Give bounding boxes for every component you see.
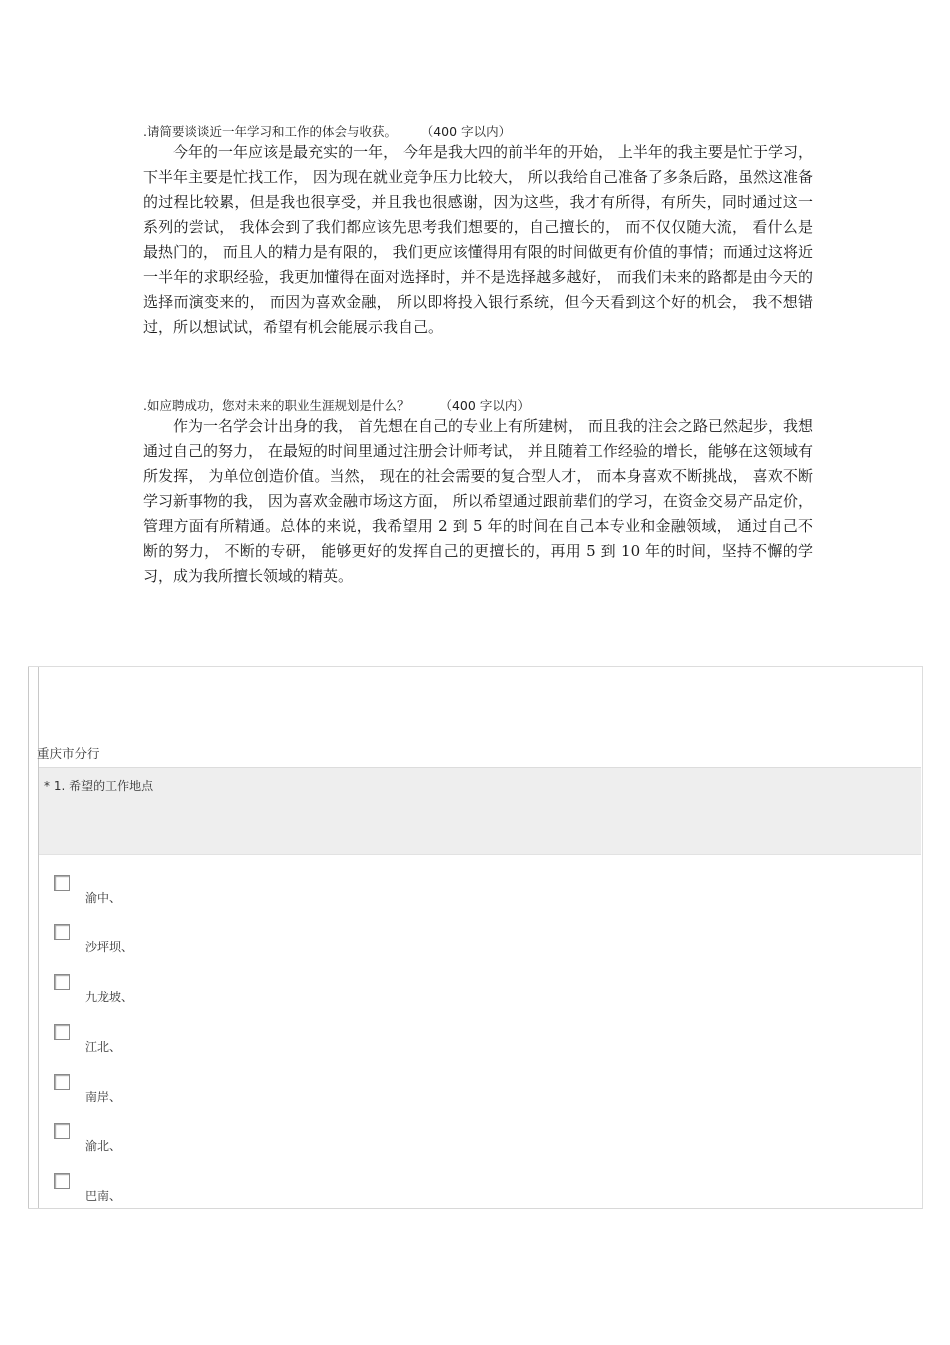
option-label: 渝北、 <box>85 1139 122 1153</box>
option-label: 渝中、 <box>85 891 122 905</box>
option-nanan[interactable] <box>54 1074 354 1104</box>
question-2-text: .如应聘成功，您对未来的职业生涯规划是什么？ <box>143 398 410 413</box>
option-label: 九龙坡、 <box>85 990 134 1004</box>
option-yubei[interactable] <box>54 1123 354 1153</box>
survey-question: * 1. 希望的工作地点 <box>44 779 154 793</box>
checkbox[interactable] <box>54 974 70 990</box>
option-banan[interactable] <box>54 1173 354 1203</box>
question-1-text: .请简要谈谈近一年学习和工作的体会与收获。 <box>143 124 397 139</box>
option-label: 巴南、 <box>85 1189 122 1203</box>
question-2-limit: （400 字以内） <box>439 398 530 413</box>
question-header <box>39 767 921 855</box>
checkbox[interactable] <box>54 1123 70 1139</box>
question-2-title <box>143 396 530 414</box>
answer-2: 作为一名学会计出身的我， 首先想在自己的专业上有所建树， 而且我的注会之路已然起步，我想通过自己的努力， 在最短的时间里通过注册会计师考试， 并且随着工作经验的增长，能够在这领域有所发挥， 为单位创造价值。当然， 现在的社会需要的复合型人才， 而本身喜欢不断挑战， 喜欢不断学习新事物的我， 因为喜欢金融市场这方面， 所以希望通过跟前辈们的学习，在资金交易产品定价，管理方面有所精通。总体的来说，我希望用 2 到 5 年的时间在自己本专业和金融领域， 通过自己不断的努力， 不断的专研， 能够更好的发挥自己的更擅长的，再用 5 到 10 年的时间，坚持不懈的学习，成为我所擅长领域的精英。 <box>143 417 813 585</box>
option-jiangbei[interactable] <box>54 1024 354 1054</box>
question-1-title <box>143 122 511 140</box>
checkbox[interactable] <box>54 875 70 891</box>
branch-title: 重庆市分行 <box>37 746 100 761</box>
panel-left-border <box>28 667 29 1208</box>
question-1-limit: （400 字以内） <box>426 124 512 139</box>
option-label: 江北、 <box>85 1040 122 1054</box>
checkbox[interactable] <box>54 1173 70 1189</box>
option-shapingba[interactable] <box>54 924 354 954</box>
option-jiulongpo[interactable] <box>54 974 354 1004</box>
option-label: 沙坪坝、 <box>85 940 134 954</box>
checkbox[interactable] <box>54 1024 70 1040</box>
checkbox[interactable] <box>54 1074 70 1090</box>
survey-panel <box>28 666 923 1209</box>
option-label: 南岸、 <box>85 1090 122 1104</box>
answer-1: 今年的一年应该是最充实的一年， 今年是我大四的前半年的开始， 上半年的我主要是忙于学习， 下半年主要是忙找工作， 因为现在就业竞争压力比较大， 所以我给自己准备了多条后路，虽然这准备的过程比较累，但是我也很享受，并且我也很感谢，因为这些，我才有所得，有所失，同时通过这一系列的尝试， 我体会到了我们都应该先思考我们想要的，自己擅长的， 而不仅仅随大流， 看什么是最热门的， 而且人的精力是有限的， 我们更应该懂得用有限的时间做更有价值的事情；而通过这将近一半年的求职经验，我更加懂得在面对选择时，并不是选择越多越好， 而我们未来的路都是由今天的选择而演变来的， 而因为喜欢金融， 所以即将投入银行系统，但今天看到这个好的机会， 我不想错过，所以想试试，希望有机会能展示我自己。 <box>143 143 813 336</box>
checkbox[interactable] <box>54 924 70 940</box>
option-yuzhong[interactable] <box>54 875 354 905</box>
